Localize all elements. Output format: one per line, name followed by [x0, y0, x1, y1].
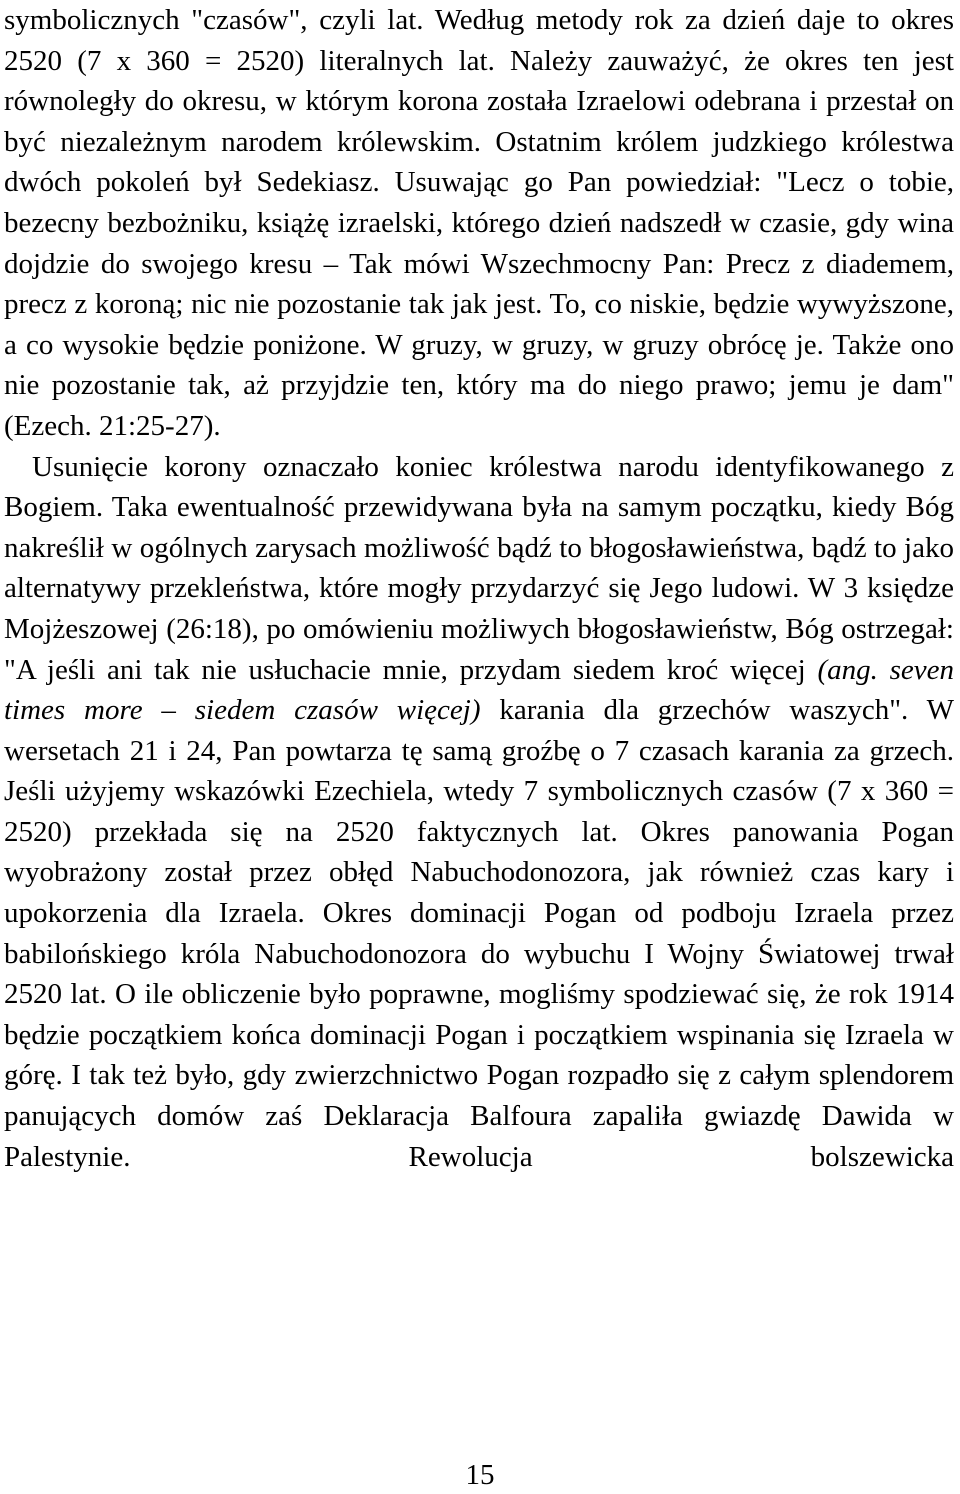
- paragraph-2: [4, 447, 954, 1178]
- paragraph-2-text-start: Usunięcie korony oznaczało koniec królestwa narodu identyfikowanego z Bogiem. Taka ewentualność przewidywana była na samym początku, kiedy Bóg nakreślił w ogólnych zarysach możliwość bądź to błogosławieństwa, bądź to jako alternatywy przekleństwa, które mogły przydarzyć się Jego ludowi. W 3 księdze Mojżeszowej (26:18), po omówieniu możliwych błogosławieństw, Bóg ostrzegał: "A jeśli ani tak nie usłuchacie mnie, przydam siedem kroć więcej: [4, 450, 954, 686]
- page-number: 15: [465, 1459, 495, 1491]
- paragraph-1: symbolicznych "czasów", czyli lat. Według metody rok za dzień daje to okres 2520 (7 x 360 = 2520) literalnych lat. Należy zauważyć, że okres ten jest równoległy do okresu, w którym korona została Izraelowi odebrana i przestał on być niezależnym narodem królewskim. Ostatnim królem judzkiego królestwa dwóch pokoleń był Sedekiasz. Usuwając go Pan powiedział: "Lecz o tobie, bezecny bezbożniku, książę izraelski, którego dzień nadszedł w czasie, gdy wina dojdzie do swojego kresu – Tak mówi Wszechmocny Pan: Precz z diademem, precz z koroną; nic nie pozostanie tak jak jest. To, co niskie, będzie wywyższone, a co wysokie będzie poniżone. W gruzy, w gruzy, w gruzy obrócę je. Także ono nie pozostanie tak, aż przyjdzie ten, który ma do niego prawo; jemu je dam" (Ezech. 21:25-27).: [4, 4, 954, 442]
- paragraph-2-text-end: karania dla grzechów waszych". W wersetach 21 i 24, Pan powtarza tę samą groźbę o 7 czasach karania za grzech. Jeśli użyjemy wskazówki Ezechiela, wtedy 7 symbolicznych czasów (7 x 360 = 2520) przekłada się na 2520 faktycznych lat. Okres panowania Pogan wyobrażony został przez obłęd Nabuchodonozora, jak również czas kary i upokorzenia dla Izraela. Okres dominacji Pogan od podboju Izraela przez babilońskiego króla Nabuchodonozora do wybuchu I Wojny Światowej trwał 2520 lat. O ile obliczenie było poprawne, mogliśmy spodziewać się, że rok 1914 będzie początkiem końca dominacji Pogan i początkiem wspinania się Izraela w górę. I tak też było, gdy zwierzchnictwo Pogan rozpadło się z całym splendorem panujących domów zaś Deklaracja Balfoura zapaliła gwiazdę Dawida w Palestynie. Rewolucja bolszewicka: [4, 694, 954, 1173]
- paragraph-2-italic-note: (ang. seven times more – siedem czasów więcej): [4, 653, 955, 727]
- body-text: [4, 0, 954, 1177]
